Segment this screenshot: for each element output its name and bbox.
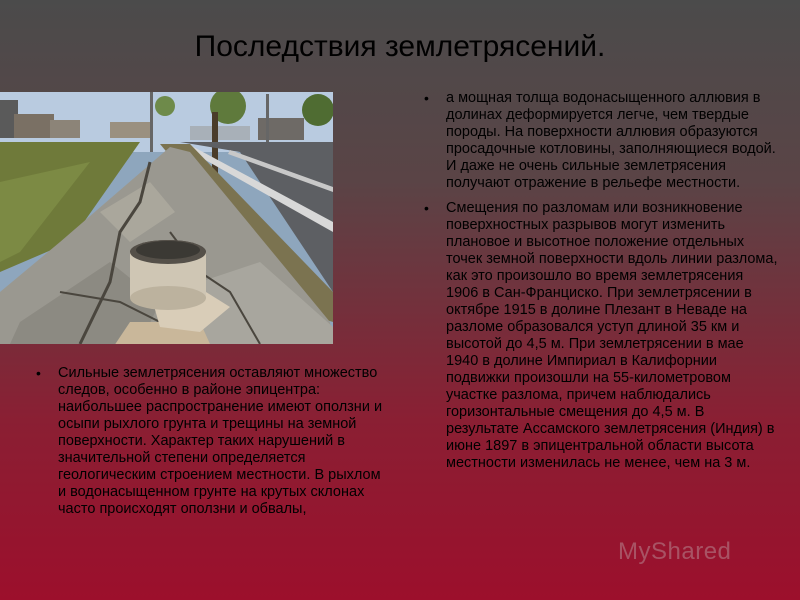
list-item: • а мощная толща водонасыщенного аллювия в долинах деформируется легче, чем твердые породы. На поверхности аллювия образуются просадочные котловины, заполняющиеся водой. И даже не очень сильные землетрясения получают отражение в рельефе местности. xyxy=(422,90,778,192)
earthquake-damage-photo xyxy=(0,92,333,344)
list-item: • Сильные землетрясения оставляют множество следов, особенно в районе эпицентра: наибольшее распространение имеют оползни и осыпи рыхлого грунта и трещины на земной поверхности. Характер таких нарушений в значительной степени определяется геологическим строением местности. В рыхлом и водонасыщенном грунте на крутых склонах часто происходят оползни и обвалы, xyxy=(34,365,389,518)
right-bullet-list xyxy=(422,90,778,480)
left-bullet-list xyxy=(34,365,389,518)
list-item: • Смещения по разломам или возникновение поверхностных разрывов могут изменить плановое и высотное положение отдельных точек земной поверхности вдоль линии разлома, как это произошло во время землетрясения 1906 в Сан-Франциско. При землетрясении в октябре 1915 в долине Плезант в Неваде на разломе образовался уступ длиной 35 км и высотой до 4,5 м. При землетрясении в мае 1940 в долине Импириал в Калифорнии подвижки произошли на 55-километровом участке разлома, причем наблюдались горизонтальные смещения до 4,5 м. В результате Ассамского землетрясения (Индия) в июне 1897 в эпицентральной области высота местности изменилась не менее, чем на 3 м. xyxy=(422,200,778,472)
slide-title: Последствия землетрясений. xyxy=(194,30,606,63)
watermark: MyShared xyxy=(618,538,732,565)
